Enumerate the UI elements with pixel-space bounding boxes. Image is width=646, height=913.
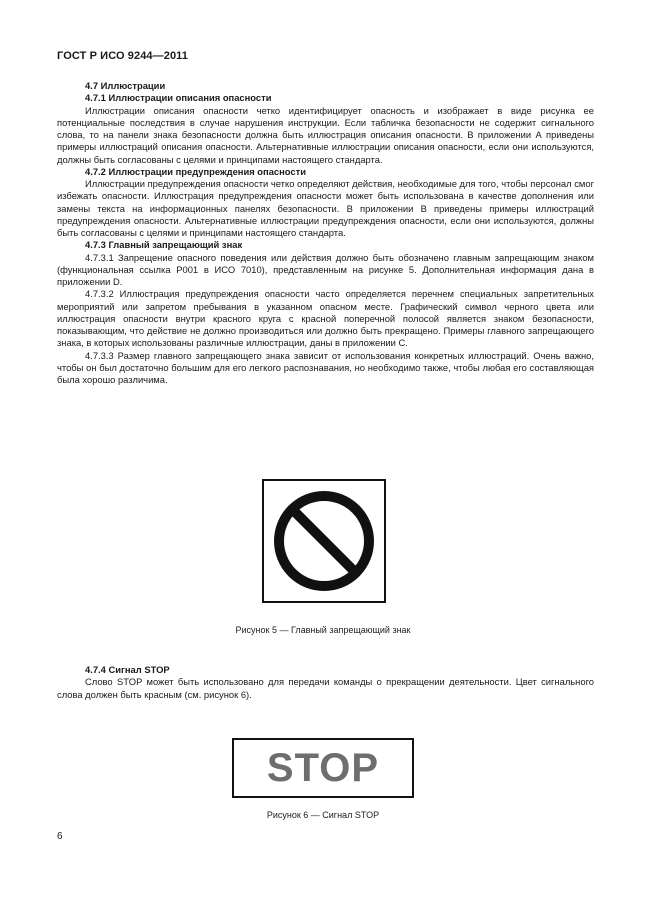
section-4-7-4 [57, 664, 594, 701]
prohibition-sign-icon [264, 481, 384, 601]
figure-6-caption: Рисунок 6 — Сигнал STOP [266, 810, 380, 820]
page-number: 6 [57, 831, 63, 842]
figure-5-frame [262, 479, 386, 603]
figure-5-caption: Рисунок 5 — Главный запрещающий знак [235, 625, 411, 635]
heading-4-7-4: 4.7.4 Сигнал STOP [85, 664, 170, 675]
heading-4-7: 4.7 Иллюстрации [85, 80, 166, 91]
stop-signal-word: STOP [266, 745, 380, 790]
paragraph-4-7-2: Иллюстрации предупреждения опасности четко определяют действия, необходимые для того, чтобы персонал смог избежать опасности. Иллюстрация предупреждения опасности может быть использована в качестве дополнения или замены текста на информационных панелях безопасности. В приложении В приведены примеры иллюстраций предупреждения опасности. Альтернативные иллюстрации предупреждения опасности, если они используются, должны быть согласованы с целями и принципами настоящего стандарта. [57, 178, 594, 238]
paragraph-4-7-3-2: 4.7.3.2 Иллюстрация предупреждения опасности часто определяется перечнем специальных запретительных мероприятий или запретом пребывания в указанном опасном месте. Графический символ черного цвета или иллюстрация опасности внутри красного круга с красной поперечной полосой является знаком безопасности, показывающим, что действие не должно производиться или должно быть прекращено. Примеры главного запрещающего знака, в которых использованы различные иллюстрации, даны в приложении С. [57, 288, 594, 349]
document-header: ГОСТ Р ИСО 9244—2011 [57, 50, 189, 62]
paragraph-4-7-3-1: 4.7.3.1 Запрещение опасного поведения или действия должно быть обозначено главным запрещающим знаком (функциональная ссылка Р001 в ИСО 7010), представленным на рисунке 5. Дополнительная информация дана в приложении D. [57, 251, 594, 287]
heading-4-7-2: 4.7.2 Иллюстрации предупреждения опасности [85, 165, 306, 177]
paragraph-4-7-3-3: 4.7.3.3 Размер главного запрещающего знака зависит от использования конкретных иллюстраций. Очень важно, чтобы он был достаточно большим для его легкого распознавания, но необходимо также, чтобы любая его составляющая была хорошо различима. [57, 349, 594, 385]
section-4-7 [57, 80, 594, 386]
heading-4-7-3: 4.7.3 Главный запрещающий знак [85, 239, 243, 251]
paragraph-4-7-1: Иллюстрации описания опасности четко идентифицирует опасность и изображает в виде рисунка ее потенциальные последствия в случае нарушения инструкции. Если табличка безопасности не содержит сигнального слова, то на панели знака безопасности должна быть иллюстрация описания опасности. В приложении А приведены примеры иллюстраций описания опасности. Альтернативные иллюстрации описания опасности, если они используются, должны быть согласованы с целями и принципами настоящего стандарта. [57, 104, 594, 165]
figure-6-frame [232, 738, 414, 798]
paragraph-4-7-4: Слово STOP может быть использовано для передачи команды о прекращении деятельности. Цвет сигнального слова должен быть красным (см. рисунок 6). [57, 676, 594, 700]
heading-4-7-1: 4.7.1 Иллюстрации описания опасности [85, 92, 272, 104]
